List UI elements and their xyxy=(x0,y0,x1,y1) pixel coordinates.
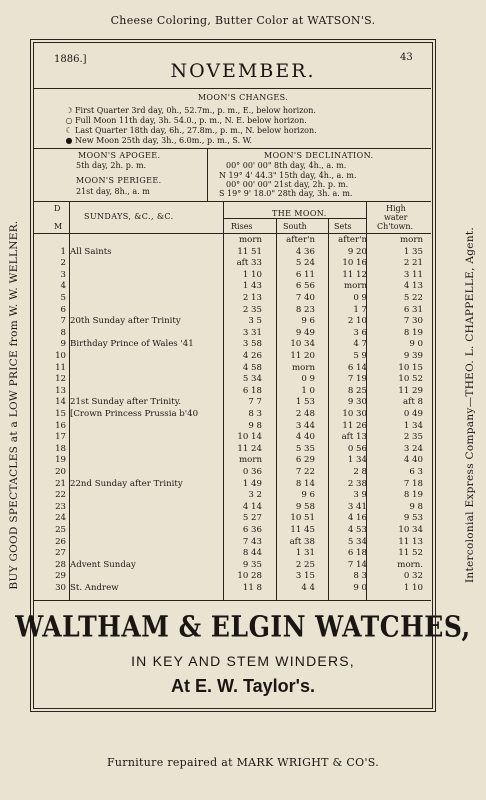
event-name: 20th Sunday after Trinity xyxy=(70,316,181,327)
day-number: 8 xyxy=(60,327,66,338)
moon-sets: aft 13 xyxy=(341,432,367,443)
table-row xyxy=(38,444,428,456)
moon-sets: 4 53 xyxy=(347,525,367,535)
high-water: 0 49 xyxy=(403,409,423,419)
moon-south: after'n xyxy=(286,235,315,245)
moon-sets: 9 0 xyxy=(353,583,367,593)
apogee-title: MOON'S APOGEE. xyxy=(78,151,161,160)
moon-sets: after'n xyxy=(338,235,367,245)
table-row xyxy=(38,560,428,572)
high-water: 0 32 xyxy=(403,571,423,582)
moon-sets: 8 3 xyxy=(353,571,367,582)
moon-change-new-moon xyxy=(63,136,252,145)
day-number: 26 xyxy=(55,536,66,547)
moon-rises: 5 34 xyxy=(242,374,262,385)
moon-changes-title: MOON'S CHANGES. xyxy=(197,93,289,102)
year-label: 1886.] xyxy=(54,54,87,65)
moon-rises: 6 18 xyxy=(242,385,262,396)
high-water: 2 35 xyxy=(403,432,423,443)
moon-sets: 2 38 xyxy=(347,478,367,489)
col-header-water: water xyxy=(384,213,408,222)
table-row xyxy=(38,339,428,351)
moon-rises: 7 43 xyxy=(242,536,262,547)
table-row xyxy=(38,502,428,514)
first-quarter-icon: ☽ xyxy=(65,106,73,115)
col-header-d: D xyxy=(54,204,61,213)
moon-sets: 11 26 xyxy=(342,420,367,431)
declination-line-1: 00° 00' 00" 8th day, 4h., a. m. xyxy=(226,161,347,170)
day-number: 28 xyxy=(55,559,66,570)
moon-rises: 1 43 xyxy=(242,281,262,292)
watches-advertisement-headline: WALTHAM & ELGIN WATCHES, xyxy=(15,609,471,644)
event-name: [Crown Princess Prussia b'40 xyxy=(70,409,199,419)
moon-south: 9 6 xyxy=(301,490,315,501)
table-row xyxy=(38,281,428,293)
moon-sets: 11 12 xyxy=(342,269,367,280)
col-header-chtown: Ch'town. xyxy=(377,222,414,231)
moon-rises: 3 31 xyxy=(242,327,262,338)
top-advertisement: Cheese Coloring, Butter Color at WATSON'S. xyxy=(110,14,376,27)
high-water: 9 8 xyxy=(409,501,423,512)
moon-sets: morn xyxy=(344,281,367,292)
day-number: 12 xyxy=(55,374,66,385)
moon-south: 9 49 xyxy=(295,327,315,338)
moon-sets: 4 16 xyxy=(347,513,367,524)
moon-rises: 8 3 xyxy=(248,409,262,419)
divider xyxy=(207,148,208,201)
moon-south: 4 40 xyxy=(295,432,315,443)
divider xyxy=(33,233,431,234)
moon-change-last-quarter xyxy=(63,126,317,135)
high-water: 1 34 xyxy=(403,420,423,431)
bottom-advertisement: Furniture repaired at MARK WRIGHT & CO'S. xyxy=(106,756,380,769)
moon-south: 11 20 xyxy=(290,351,315,361)
high-water: 1 10 xyxy=(403,583,423,593)
moon-south: 11 45 xyxy=(290,525,315,535)
declination-line-3: 00° 00' 00" 21st day, 2h. p. m. xyxy=(226,180,349,189)
table-row xyxy=(38,386,428,398)
moon-south: 5 24 xyxy=(295,258,315,269)
day-number: 18 xyxy=(55,443,66,454)
moon-rises: 2 13 xyxy=(242,293,262,303)
table-row xyxy=(38,548,428,560)
moon-sets: 0 9 xyxy=(353,293,367,303)
table-row xyxy=(38,258,428,270)
day-number: 4 xyxy=(60,281,66,292)
moon-sets: 10 30 xyxy=(342,409,367,419)
high-water: 9 53 xyxy=(403,513,423,524)
moon-south: 3 15 xyxy=(295,571,315,582)
high-water: 8 19 xyxy=(403,490,423,501)
day-number: 6 xyxy=(60,304,66,315)
moon-south: 4 36 xyxy=(295,246,315,257)
moon-south: 8 23 xyxy=(295,304,315,315)
high-water: 3 24 xyxy=(403,443,423,454)
high-water: 10 52 xyxy=(398,374,423,385)
moon-sets: 4 7 xyxy=(353,339,367,350)
day-number: 17 xyxy=(55,432,66,443)
moon-rises: 9 8 xyxy=(248,420,262,431)
moon-sets: 1 7 xyxy=(353,304,367,315)
table-row xyxy=(38,247,428,259)
moon-south: 5 35 xyxy=(295,443,315,454)
moon-rises: morn xyxy=(239,235,262,245)
event-name: Birthday Prince of Wales '41 xyxy=(70,339,194,350)
table-row xyxy=(38,479,428,491)
moon-south: 6 29 xyxy=(295,455,315,466)
table-row xyxy=(38,571,428,583)
moon-rises: 11 24 xyxy=(237,443,262,454)
day-number: 16 xyxy=(55,420,66,431)
moon-rises: 4 26 xyxy=(242,351,262,361)
high-water: 6 31 xyxy=(403,304,423,315)
col-header-moon: THE MOON. xyxy=(272,209,327,218)
divider xyxy=(33,600,431,601)
event-name: Advent Sunday xyxy=(70,559,136,570)
high-water: 4 13 xyxy=(403,281,423,292)
table-row xyxy=(38,409,428,421)
moon-sets: 2 10 xyxy=(347,316,367,327)
high-water: 11 13 xyxy=(398,536,423,547)
table-row xyxy=(38,363,428,375)
moon-sets: 3 9 xyxy=(353,490,367,501)
table-row xyxy=(38,374,428,386)
table-row xyxy=(38,328,428,340)
moon-sets: 3 6 xyxy=(353,327,367,338)
left-side-advertisement xyxy=(5,160,23,650)
moon-change-text: Last Quarter 18th day, 6h., 27.8m., p. m., N. below horizon. xyxy=(75,126,317,135)
col-header-rises: Rises xyxy=(231,222,253,231)
perigee-title: MOON'S PERIGEE. xyxy=(76,176,162,185)
high-water: 11 29 xyxy=(398,385,423,396)
moon-rises: morn xyxy=(239,455,262,466)
moon-south: 10 34 xyxy=(290,339,315,350)
divider xyxy=(223,218,366,219)
high-water: aft 8 xyxy=(403,397,423,408)
moon-rises: 0 36 xyxy=(242,467,262,477)
moon-sets: 7 14 xyxy=(347,559,367,570)
table-row xyxy=(38,270,428,282)
day-number: 9 xyxy=(60,339,66,350)
high-water: 6 3 xyxy=(409,467,423,477)
high-water: 2 21 xyxy=(403,258,423,269)
moon-south: 7 22 xyxy=(295,467,315,477)
moon-rises: 10 14 xyxy=(237,432,262,443)
col-header-south: South xyxy=(283,222,307,231)
moon-sets: 0 56 xyxy=(347,443,367,454)
page-number: 43 xyxy=(400,52,413,63)
high-water: 5 22 xyxy=(403,293,423,303)
moon-rises: 1 49 xyxy=(242,478,262,489)
day-number: 11 xyxy=(55,362,66,373)
table-row xyxy=(38,513,428,525)
event-name: St. Andrew xyxy=(70,583,119,593)
high-water: 7 18 xyxy=(403,478,423,489)
high-water: 4 40 xyxy=(403,455,423,466)
moon-rises: 1 10 xyxy=(242,269,262,280)
table-row xyxy=(38,490,428,502)
right-side-advertisement xyxy=(461,160,479,650)
moon-south: 9 6 xyxy=(301,316,315,327)
moon-south: 6 11 xyxy=(295,269,315,280)
moon-change-text: First Quarter 3rd day, 0h., 52.7m., p. m., E., below horizon. xyxy=(75,106,316,115)
moon-rises: 2 35 xyxy=(242,304,262,315)
day-number: 14 xyxy=(55,397,66,408)
moon-sets: 5 9 xyxy=(353,351,367,361)
table-row xyxy=(38,455,428,467)
table-row xyxy=(38,316,428,328)
moon-change-text: New Moon 25th day, 3h., 6.0m., p. m., S. W. xyxy=(75,136,253,145)
moon-sets: 5 34 xyxy=(347,536,367,547)
last-quarter-icon: ☾ xyxy=(65,126,73,135)
moon-south: 8 14 xyxy=(295,478,315,489)
moon-rises: 7 7 xyxy=(248,397,262,408)
perigee-value: 21st day, 8h., a. m xyxy=(76,187,150,196)
moon-south: 1 53 xyxy=(295,397,315,408)
moon-sets: 9 20 xyxy=(347,246,367,257)
high-water: morn xyxy=(400,235,423,245)
moon-south: 0 9 xyxy=(301,374,315,385)
day-number: 15 xyxy=(55,409,66,419)
moon-south: 3 44 xyxy=(295,420,315,431)
col-header-high: High xyxy=(386,204,406,213)
day-number: 24 xyxy=(55,513,66,524)
declination-line-4: S 19° 9' 18.0" 28th day, 3h. a. m. xyxy=(219,189,353,198)
col-header-m: M xyxy=(54,222,63,231)
moon-rises: 3 2 xyxy=(248,490,262,501)
day-number: 25 xyxy=(55,525,66,535)
table-row xyxy=(38,432,428,444)
moon-south: 4 4 xyxy=(301,583,315,593)
moon-change-first-quarter xyxy=(63,106,316,115)
moon-rises: 6 36 xyxy=(242,525,262,535)
event-name: 22nd Sunday after Trinity xyxy=(70,478,183,489)
moon-rises: 3 5 xyxy=(248,316,262,327)
moon-rises: 4 14 xyxy=(242,501,262,512)
day-number: 3 xyxy=(60,269,66,280)
moon-south: 2 48 xyxy=(295,409,315,419)
moon-rises: aft 33 xyxy=(236,258,262,269)
event-name: 21st Sunday after Trinity. xyxy=(70,397,182,408)
table-row xyxy=(38,467,428,479)
high-water: 10 15 xyxy=(398,362,423,373)
moon-sets: 8 25 xyxy=(347,385,367,396)
day-number: 7 xyxy=(60,316,66,327)
moon-sets: 6 18 xyxy=(347,548,367,559)
moon-sets: 6 14 xyxy=(347,362,367,373)
col-header-sets: Sets xyxy=(334,222,352,231)
left-side-text: BUY GOOD SPECTACLES at a LOW PRICE from W. W. WELLNER. xyxy=(8,220,20,590)
moon-sets: 2 8 xyxy=(353,467,367,477)
high-water: 8 19 xyxy=(403,327,423,338)
high-water: 1 35 xyxy=(403,246,423,257)
day-number: 10 xyxy=(55,351,66,361)
divider xyxy=(33,148,431,149)
table-row xyxy=(38,293,428,305)
moon-rises: 5 27 xyxy=(242,513,262,524)
moon-south: 7 40 xyxy=(295,293,315,303)
moon-change-text: Full Moon 11th day, 3h. 54.0., p. m., N. E. below horizon. xyxy=(75,116,307,125)
high-water: 7 30 xyxy=(403,316,423,327)
day-number: 5 xyxy=(60,293,66,303)
table-row xyxy=(38,397,428,409)
moon-rises: 3 58 xyxy=(242,339,262,350)
table-row xyxy=(38,537,428,549)
day-number: 22 xyxy=(55,490,66,501)
moon-rises: 10 28 xyxy=(237,571,262,582)
day-number: 29 xyxy=(55,571,66,582)
moon-rises: 11 51 xyxy=(237,246,262,257)
moon-sets: 7 19 xyxy=(347,374,367,385)
watches-advertisement-subline: IN KEY AND STEM WINDERS, xyxy=(131,653,355,669)
moon-rises: 9 35 xyxy=(242,559,262,570)
moon-south: 1 0 xyxy=(301,385,315,396)
moon-south: aft 38 xyxy=(289,536,315,547)
day-number: 13 xyxy=(55,385,66,396)
apogee-value: 5th day, 2h. p. m. xyxy=(76,161,147,170)
moon-south: 2 25 xyxy=(295,559,315,570)
moon-change-full-moon xyxy=(63,116,307,125)
moon-rises: 11 8 xyxy=(242,583,262,593)
divider xyxy=(33,88,431,89)
high-water: 9 39 xyxy=(403,351,423,361)
table-row xyxy=(38,421,428,433)
month-title: NOVEMBER. xyxy=(170,60,316,82)
high-water: 9 0 xyxy=(409,339,423,350)
new-moon-icon: ● xyxy=(65,136,73,145)
moon-south: 10 51 xyxy=(290,513,315,524)
watches-advertisement-merchant: At E. W. Taylor's. xyxy=(171,676,315,696)
moon-south: 9 58 xyxy=(295,501,315,512)
day-number: 30 xyxy=(55,583,66,593)
moon-south: morn xyxy=(292,362,315,373)
col-header-sundays: SUNDAYS, &C., &C. xyxy=(84,212,174,221)
right-side-text: Intercolonial Express Company—THEO. L. CHAPPELLE, Agent. xyxy=(464,226,476,584)
moon-sets: 9 30 xyxy=(347,397,367,408)
table-row xyxy=(38,235,428,247)
high-water: 11 52 xyxy=(398,548,423,559)
day-number: 21 xyxy=(55,478,66,489)
table-row xyxy=(38,351,428,363)
day-number: 2 xyxy=(60,258,66,269)
moon-south: 1 31 xyxy=(295,548,315,559)
day-number: 1 xyxy=(60,246,66,257)
moon-sets: 3 41 xyxy=(347,501,367,512)
moon-rises: 4 58 xyxy=(242,362,262,373)
moon-south: 6 56 xyxy=(295,281,315,292)
table-row xyxy=(38,305,428,317)
day-number: 23 xyxy=(55,501,66,512)
table-row xyxy=(38,525,428,537)
day-number: 27 xyxy=(55,548,66,559)
high-water: morn. xyxy=(397,559,423,570)
moon-rises: 8 44 xyxy=(242,548,262,559)
event-name: All Saints xyxy=(70,246,112,257)
declination-title: MOON'S DECLINATION. xyxy=(264,151,374,160)
declination-line-2: N 19° 4' 44.3" 15th day, 4h., a. m. xyxy=(219,171,357,180)
table-row xyxy=(38,583,428,595)
full-moon-icon: ○ xyxy=(65,116,73,125)
high-water: 3 11 xyxy=(403,269,423,280)
day-number: 20 xyxy=(55,467,66,477)
moon-sets: 10 16 xyxy=(342,258,367,269)
high-water: 10 34 xyxy=(398,525,423,535)
day-number: 19 xyxy=(55,455,66,466)
divider xyxy=(33,201,431,202)
moon-sets: 1 34 xyxy=(347,455,367,466)
